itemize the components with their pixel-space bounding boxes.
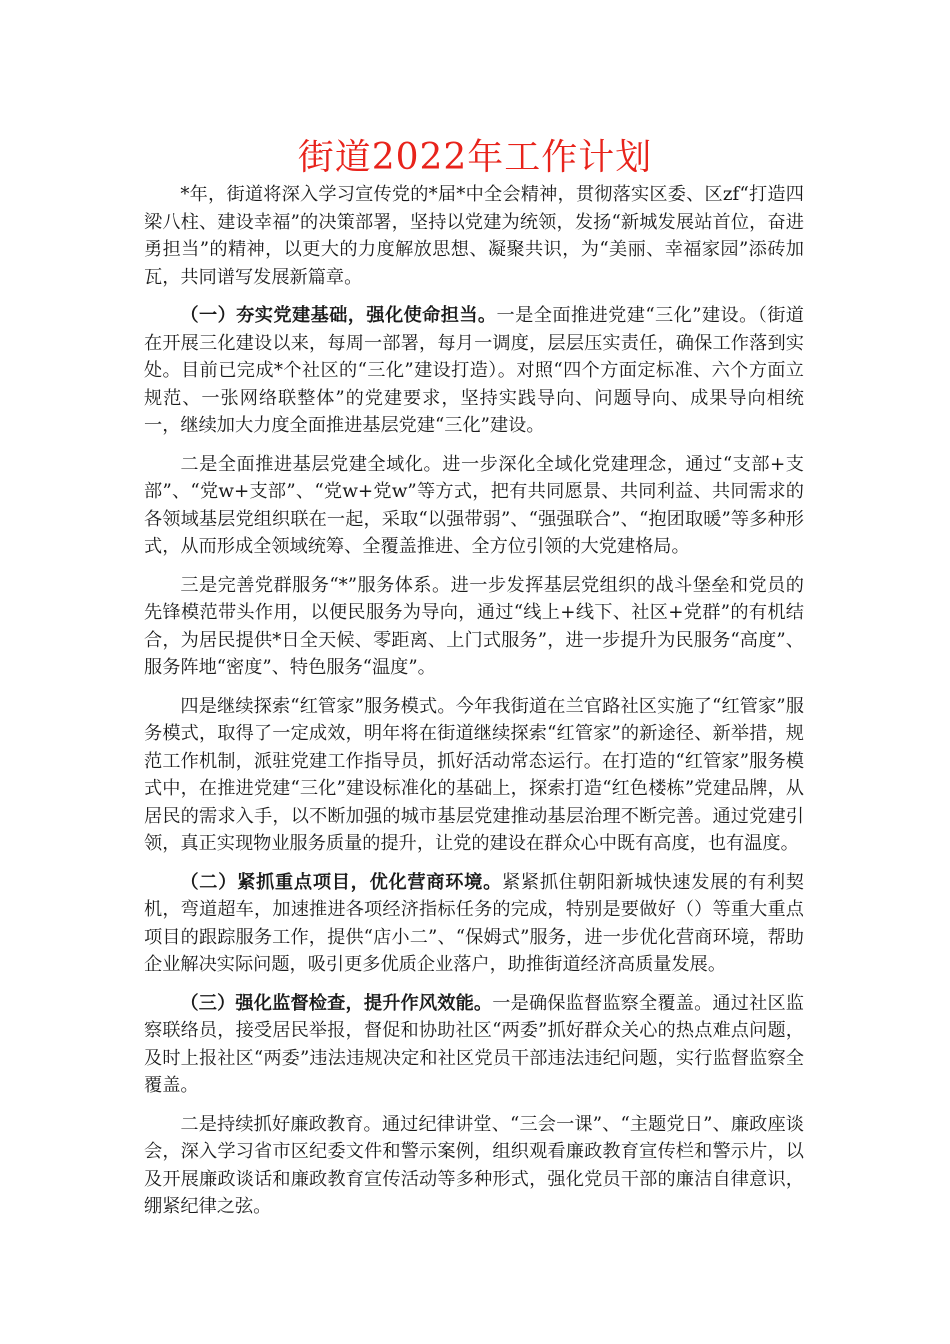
paragraph-intro — [144, 181, 804, 291]
paragraph-text: 紧紧抓住朝阳新城快速发展的有利契机，弯道超车，加速推进各项经济指标任务的完成，特别是要做好（）等重大重点项目的跟踪服务工作，提供“店小二”、“保姆式”服务，进一步优化营商环境，帮助企业解决实际问题，吸引更多优质企业落户，助推街道经济高质量发展。 — [144, 871, 804, 975]
section-heading: （二）紧抓重点项目，优化营商环境。 — [180, 871, 503, 893]
paragraph-section-2 — [144, 869, 804, 979]
paragraph-section-1 — [144, 302, 804, 440]
paragraph-item-4 — [144, 693, 804, 858]
paragraph-text: 一是全面推进党建“三化”建设。（街道在开展三化建设以来，每周一部署，每月一调度，层层压实责任，确保工作落到实处。目前已完成*个社区的“三化”建设打造）。对照“四个方面定标准、六个方面立规范、一张网络联整体”的党建要求，坚持实践导向、问题导向、成果导向相统一，继续加大力度全面推进基层党建“三化”建设。 — [144, 305, 804, 436]
page-title: 街道2022年工作计划 — [297, 137, 653, 178]
section-heading: （三）强化监督检查，提升作风效能。 — [180, 992, 493, 1014]
paragraph-text: 二是全面推进基层党建全域化。进一步深化全域化党建理念，通过“支部+支部”、“党w+支部”、“党w+党w”等方式，把有共同愿景、共同利益、共同需求的各领域基层党组织联在一起，采取“以强带弱”、“强强联合”、“抱团取暖”等多种形式，从而形成全领域统筹、全覆盖推进、全方位引领的大党建格局。 — [144, 453, 804, 557]
paragraph-section-3 — [144, 990, 804, 1100]
section-heading: （一）夯实党建基础，强化使命担当。 — [180, 305, 497, 326]
paragraph-item-3 — [144, 572, 804, 682]
document-body — [144, 181, 804, 1232]
paragraph-text: 一是确保监督监察全覆盖。通过社区监察联络员，接受居民举报，督促和协助社区“两委”抓好群众关心的热点难点问题，及时上报社区“两委”违法违规决定和社区党员干部违法违纪问题，实行监督监察全覆盖。 — [144, 992, 804, 1096]
paragraph-text: *年，街道将深入学习宣传党的*届*中全会精神，贯彻落实区委、区zf“打造四梁八柱、建设幸福”的决策部署，坚持以党建为统领，发扬“新城发展站首位，奋进勇担当”的精神，以更大的力度解放思想、凝聚共识，为“美丽、幸福家园”添砖加瓦，共同谱写发展新篇章。 — [144, 184, 804, 288]
paragraph-item-7 — [144, 1111, 804, 1221]
paragraph-text: 四是继续探索“红管家”服务模式。今年我街道在兰官路社区实施了“红管家”服务模式，取得了一定成效，明年将在街道继续探索“红管家”的新途径、新举措，规范工作机制，派驻党建工作指导员，抓好活动常态运行。在打造的“红管家”服务模式中，在推进党建“三化”建设标准化的基础上，探索打造“红色楼栋”党建品牌，从居民的需求入手，以不断加强的城市基层党建推动基层治理不断完善。通过党建引领，真正实现物业服务质量的提升，让党的建设在群众心中既有高度，也有温度。 — [144, 695, 804, 854]
paragraph-text: 二是持续抓好廉政教育。通过纪律讲堂、“三会一课”、“主题党日”、廉政座谈会，深入学习省市区纪委文件和警示案例，组织观看廉政教育宣传栏和警示片，以及开展廉政谈话和廉政教育宣传活动等多种形式，强化党员干部的廉洁自律意识，绷紧纪律之弦。 — [144, 1113, 804, 1217]
paragraph-text: 三是完善党群服务“*”服务体系。进一步发挥基层党组织的战斗堡垒和党员的先锋模范带头作用，以便民服务为导向，通过“线上+线下、社区+党群”的有机结合，为居民提供*日全天候、零距离、上门式服务”，进一步提升为民服务“高度”、服务阵地“密度”、特色服务“温度”。 — [144, 574, 804, 678]
paragraph-item-2 — [144, 451, 804, 561]
